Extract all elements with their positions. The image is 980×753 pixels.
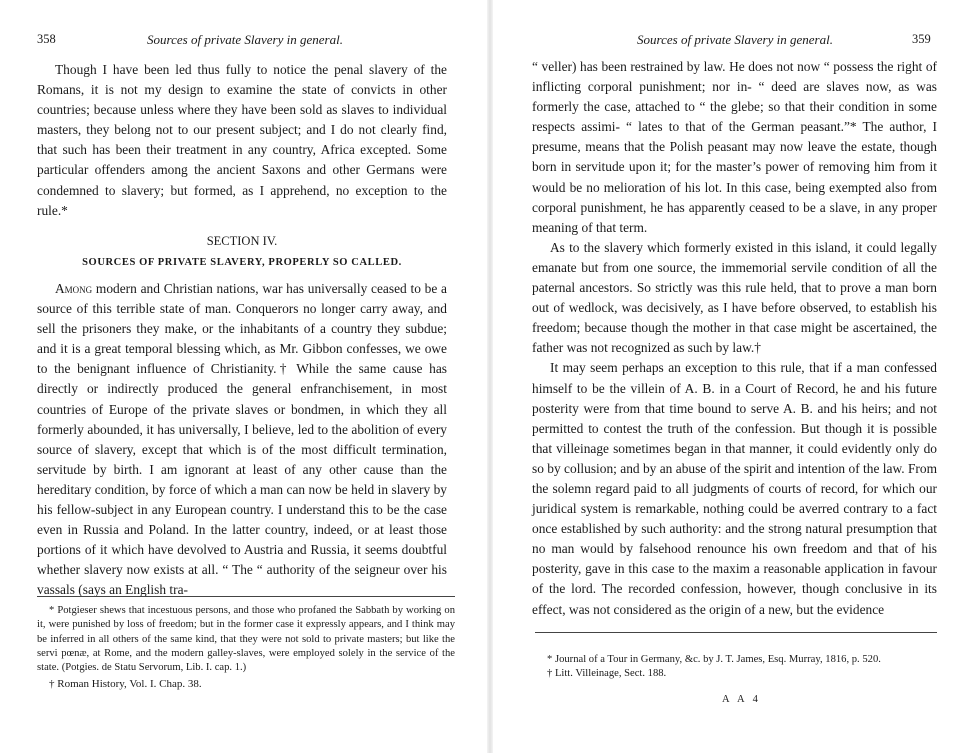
left-main-text <box>37 60 447 600</box>
right-main-text <box>532 57 937 620</box>
right-page <box>490 0 980 753</box>
page-number: 358 <box>37 32 56 46</box>
page-number: 359 <box>912 32 931 46</box>
footnote: * Potgieser shews that incestuous persons, and those who profaned the Sabbath by working on it, were punished by loss of freedom; but in the former case it expressly appears, and I think may be inferred in all others of the same kind, that they were not sold to private masters; but like the servi pœnæ, at Rome, and the modern galley-slaves, were employed solely in the service of the state. (Potgies. de Statu Servorum, Lib. I. cap. 1.) <box>37 605 455 674</box>
paragraph: Though I have been led thus fully to notice the penal slavery of the Romans, it is not my design to examine the state of convicts in other countries; because unless where they have been sold as slaves to individual masters, they belong not to our present subject; and I do not clearly find, that such has been their treatment in any country, Africa excepted. Some particular offenders among the ancient Saxons and other Germans were condemned to slavery; but formed, as I apprehend, no exception to the rule.* <box>37 62 447 218</box>
paragraph: It may seem perhaps an exception to this rule, that if a man confessed himself to be the villein of A. B. in a Court of Record, he and his future posterity were from that time bound to serve A. B. and his heirs; and not permitted to contest the truth of the confession. But though it is possible that villeinage sometimes began in that manner, it could evidently only do so by collusion; and by an abuse of the spirit and intention of the law. From the solemn regard paid to all judgments of courts of record, for which our juridical system is remarkable, nothing could be averred contrary to a fact once established by such authority: and the strong natural presumption that no man would by falsehood renounce his own freedom and that of his posterity, gave in this case to the maxim a reasonable application in favour of the lord. The recorded confession, however, though conclusive in its effect, was not considered as the origin of a new, but the evidence <box>532 360 937 617</box>
footnote-rule <box>535 632 937 633</box>
lead-word: Among <box>55 280 93 296</box>
paragraph: “ veller) has been restrained by law. He does not now “ possess the right of inflicting corporal punishment; nor in- “ deed are slaves now, as was formerly the case, attached to “ the glebe; so that their condition in some respects assimi- “ lates to that of the German peasant.”* The author, I presume, means that the Polish peasant may now leave the estate, though born in servitude upon it; for the master’s power of removing him from it would be no melioration of his lot. In this case, being exempted also from corporal punishment, he has apparently ceased to be a slave, in any proper meaning of that term. <box>532 59 937 235</box>
running-head: Sources of private Slavery in general. <box>147 32 343 47</box>
footnote: † Roman History, Vol. I. Chap. 38. <box>49 678 202 691</box>
left-footnotes <box>37 604 455 692</box>
running-head: Sources of private Slavery in general. <box>637 32 833 47</box>
section-subtitle: SOURCES OF PRIVATE SLAVERY, PROPERLY SO CALLED. <box>82 256 402 268</box>
paragraph: As to the slavery which formerly existed in this island, it could legally emanate but from one source, the immemorial servile condition of all the paternal ancestors. So strictly was this rule held, that to prove a man born out of wedlock, was decisively, as I have before observed, to establish his freedom; because though the mother in that case might be ascertained, the father was not recognized as such by law.† <box>532 239 937 356</box>
signature-mark: A A 4 <box>722 694 761 705</box>
paragraph-text: modern and Christian nations, war has universally ceased to be a source of this terrible state of man. Conquerors no longer carry away, and sell the prisoners they make, or the inhabitants of a country they subdue; and it is a great temporal blessing which, as Mr. Gibbon confesses, we owe to the benignant influence of Christianity.† While the same cause has directly or indirectly produced the general enfranchisement, in most countries of Europe of the private slaves or bondmen, in which they all formerly abounded, it has universally, I believe, led to the abolition of every source of slavery, except that which is of the most difficult termination, servitude by birth. I am ignorant at least of any other cause than the hereditary condition, by force of which a man can now be held in slavery by his fellow-subject in any European country. I understand this to be the case even in Russia and Poland. In the latter country, indeed, or at least those portions of it which have devolved to Austria and Russia, it seems doubtful whether slavery now exists at all. “ The “ authority of the seigneur over his vassals (says an English tra- <box>37 280 447 598</box>
footnote-rule <box>37 596 455 597</box>
footnote: * Journal of a Tour in Germany, &c. by J. T. James, Esq. Murray, 1816, p. 520. <box>547 654 881 665</box>
footnote: † Litt. Villeinage, Sect. 188. <box>547 668 667 680</box>
right-footnotes <box>535 653 937 682</box>
section-title: SECTION IV. <box>206 233 278 248</box>
paragraph <box>37 279 447 601</box>
